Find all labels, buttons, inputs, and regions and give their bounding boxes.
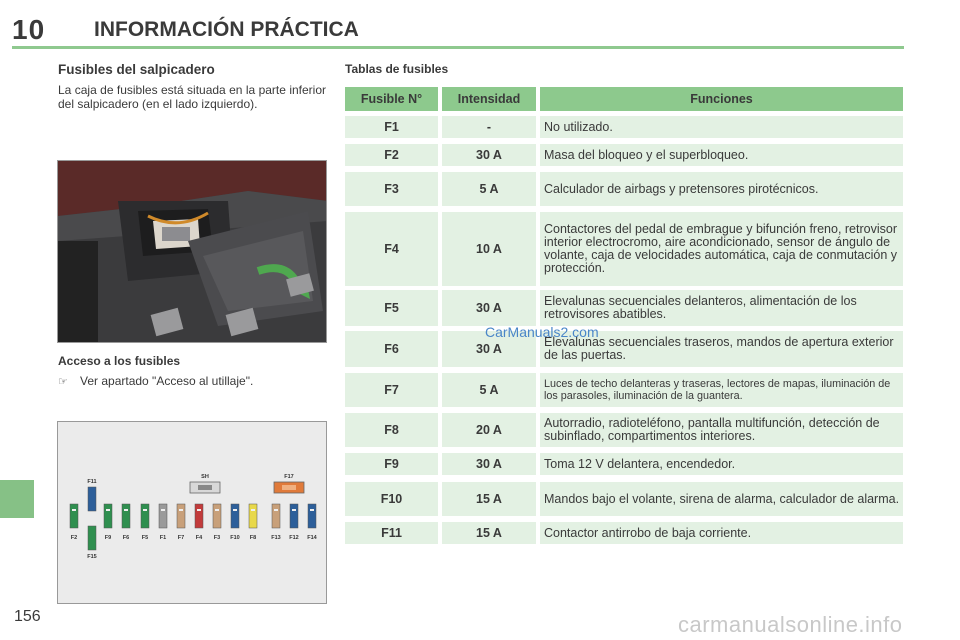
fuse-contact (143, 509, 147, 511)
chapter-rule (12, 46, 904, 49)
tables-title: Tablas de fusibles (345, 62, 449, 76)
access-list-item (58, 374, 253, 388)
page-number: 156 (14, 608, 41, 625)
fuse-mark (70, 504, 78, 528)
table-cell-func: Contactores del pedal de embrague y bifunción freno, retrovisor interior electrocromo, aire acondicionado, sensor de ángulo de volante, caja de velocidades automática, caja de conmutación y protección. (540, 212, 903, 286)
table-cell-func: Autorradio, radioteléfono, pantalla multifunción, detección de subinflado, compartimentos interiores. (540, 413, 903, 447)
fuse-mark (290, 504, 298, 528)
fuse-contact (274, 509, 278, 511)
shunt-label: SH (201, 474, 209, 480)
table-cell-fuse: F11 (345, 522, 438, 544)
fuse-mark (159, 504, 167, 528)
fuse-contact (106, 509, 110, 511)
table-cell-fuse: F7 (345, 373, 438, 407)
fuse-mark-f11 (88, 487, 96, 511)
table-cell-amp: 30 A (442, 331, 536, 367)
fuse-mark (213, 504, 221, 528)
fuse-contact (179, 509, 183, 511)
fuse-contact (310, 509, 314, 511)
table-header-0: Fusible N° (345, 87, 438, 111)
table-cell-amp: 10 A (442, 212, 536, 286)
fuse-label-f17: F17 (284, 474, 294, 480)
pointing-hand-icon: ☞ (58, 375, 68, 388)
chapter-side-tab (0, 480, 34, 518)
table-cell-amp: 15 A (442, 522, 536, 544)
fuse-mark (177, 504, 185, 528)
table-cell-amp: 30 A (442, 453, 536, 475)
fuse-contact (72, 509, 76, 511)
watermark: CarManuals2.com (485, 324, 599, 340)
table-cell-fuse: F5 (345, 290, 438, 326)
table-cell-amp: 5 A (442, 172, 536, 206)
table-cell-amp: 20 A (442, 413, 536, 447)
fuse-mark (231, 504, 239, 528)
fuse-label: F6 (122, 535, 130, 541)
table-cell-func: No utilizado. (540, 116, 903, 138)
table-cell-fuse: F6 (345, 331, 438, 367)
table-cell-fuse: F8 (345, 413, 438, 447)
fuse-mark (272, 504, 280, 528)
fuse-contact (161, 509, 165, 511)
fuse-label: F8 (249, 535, 257, 541)
table-cell-amp: - (442, 116, 536, 138)
chapter-title: INFORMACIÓN PRÁCTICA (94, 18, 359, 41)
table-cell-amp: 5 A (442, 373, 536, 407)
fuse-label: F2 (70, 535, 78, 541)
table-cell-fuse: F9 (345, 453, 438, 475)
fuse-mark (104, 504, 112, 528)
table-cell-func: Calculador de airbags y pretensores pirotécnicos. (540, 172, 903, 206)
table-cell-fuse: F1 (345, 116, 438, 138)
table-header-1: Intensidad (442, 87, 536, 111)
fuse-label-f11: F11 (87, 479, 97, 485)
table-cell-amp: 30 A (442, 144, 536, 166)
fuse-label: F12 (289, 535, 299, 541)
table-cell-func: Elevalunas secuenciales delanteros, alimentación de los retrovisores abatibles. (540, 290, 903, 326)
fuse-label: F5 (141, 535, 149, 541)
fuse-label: F13 (271, 535, 281, 541)
fuse-mark (141, 504, 149, 528)
table-cell-amp: 30 A (442, 290, 536, 326)
shunt-inner (198, 485, 212, 490)
chapter-number: 10 (12, 14, 46, 45)
table-cell-amp: 15 A (442, 482, 536, 516)
section-title: Fusibles del salpicadero (58, 62, 215, 77)
fuse-label: F10 (230, 535, 240, 541)
table-cell-func: Mandos bajo el volante, sirena de alarma, calculador de alarma. (540, 482, 903, 516)
fuse-contact (124, 509, 128, 511)
table-cell-func: Elevalunas secuenciales traseros, mandos de apertura exterior de las puertas. (540, 331, 903, 367)
fuse-contact (233, 509, 237, 511)
access-item-text: Ver apartado "Acceso al utillaje". (80, 374, 254, 388)
footer-watermark: carmanualsonline.info (678, 612, 903, 637)
table-cell-fuse: F10 (345, 482, 438, 516)
fuse-label: F14 (307, 535, 317, 541)
fuse-contact (215, 509, 219, 511)
table-cell-func: Toma 12 V delantera, encendedor. (540, 453, 903, 475)
table-cell-fuse: F4 (345, 212, 438, 286)
dashboard-photo (57, 160, 327, 343)
fuse-mark (195, 504, 203, 528)
fuse-mark (122, 504, 130, 528)
fuse-label: F7 (177, 535, 185, 541)
access-title: Acceso a los fusibles (58, 354, 181, 368)
table-cell-func: Masa del bloqueo y el superbloqueo. (540, 144, 903, 166)
intro-text: La caja de fusibles está situada en la parte inferior del salpicadero (en el lado izquierdo). (58, 83, 326, 111)
fuse-mark (249, 504, 257, 528)
fuse-contact (251, 509, 255, 511)
fuse-box-diagram (57, 421, 327, 604)
table-header-2: Funciones (540, 87, 903, 111)
fuse-f17-inner (282, 485, 296, 490)
fuse-label: F9 (104, 535, 112, 541)
fuse-contact (292, 509, 296, 511)
fuse-contact (197, 509, 201, 511)
fuse-label-f15: F15 (87, 554, 97, 560)
fuse-mark-f15 (88, 526, 96, 550)
fuse-mark (308, 504, 316, 528)
table-cell-func: Luces de techo delanteras y traseras, lectores de mapas, iluminación de los parasoles, iluminación de la guantera. (540, 373, 903, 407)
fuse-label: F4 (195, 535, 203, 541)
fuse-label: F1 (159, 535, 167, 541)
table-cell-func: Contactor antirrobo de baja corriente. (540, 522, 903, 544)
fuse-label: F3 (213, 535, 221, 541)
table-cell-fuse: F3 (345, 172, 438, 206)
table-cell-fuse: F2 (345, 144, 438, 166)
